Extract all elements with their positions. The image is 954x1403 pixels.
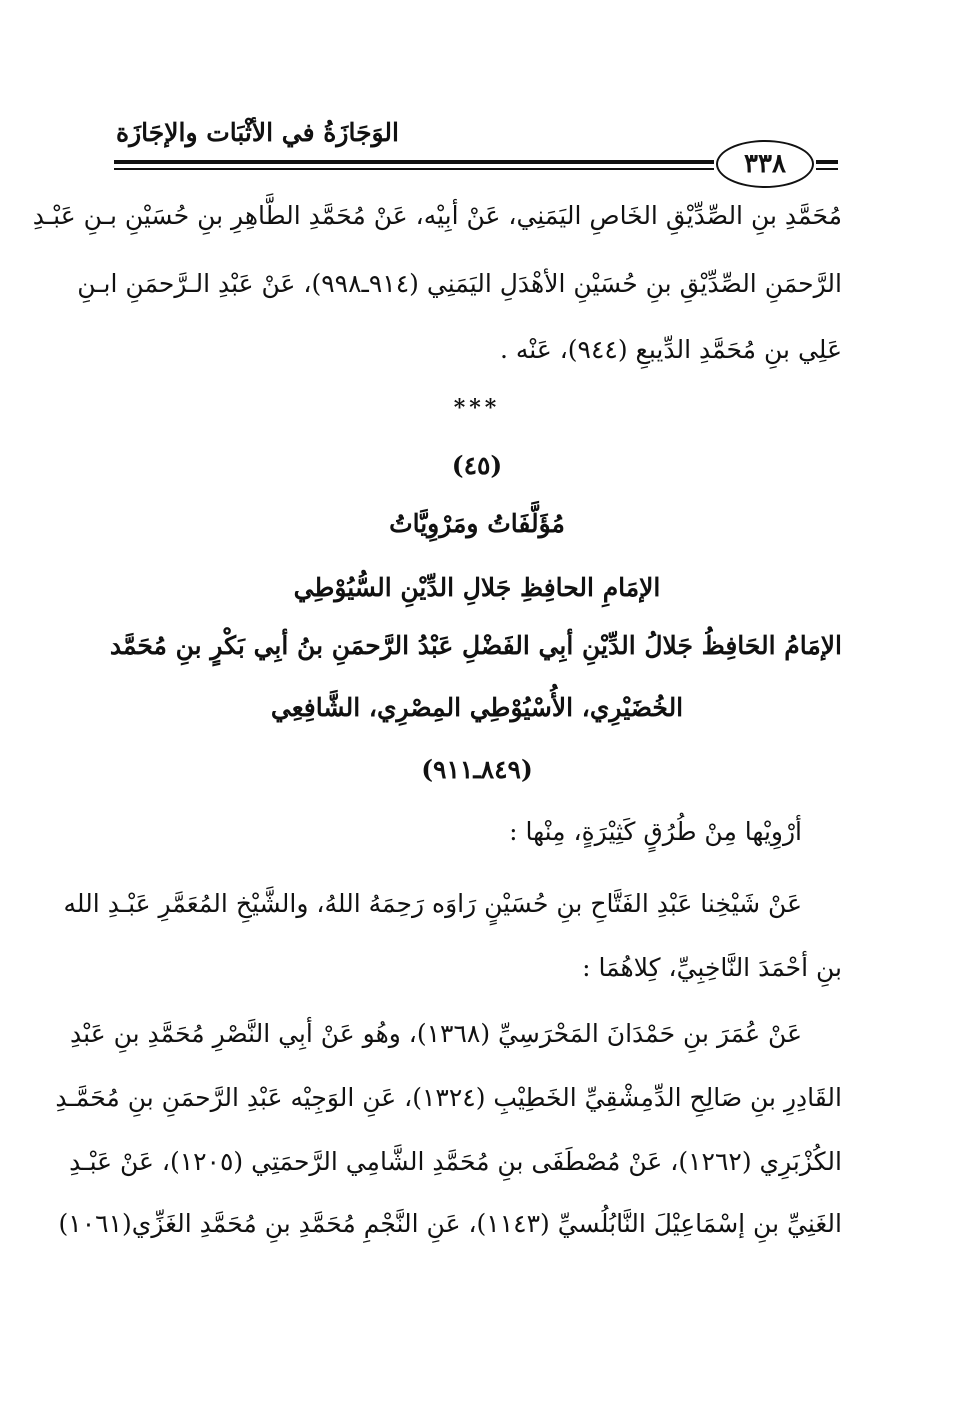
- running-title: الوَجَازَةُ في الأثْبَات والإجَازَة: [116, 118, 399, 147]
- header-rule-thin: [114, 168, 714, 170]
- intro-line: أرْوِيْها مِنْ طُرُقٍ كَثِيْرَةٍ، مِنْها :: [509, 817, 802, 846]
- text-line: عَنْ شَيْخِنا عَبْدِ الفَتَّاحِ بنِ حُسَيْنٍ رَاوَه رَحِمَهُ اللهُ، والشَّيْخِ المُعَمَّرِ عَبْـدِ الله: [63, 889, 802, 918]
- section-heading: مُؤَلَّفَاتُ ومَرْوِيَّاتُ: [389, 509, 565, 538]
- text-line: عَنْ عُمَرَ بنِ حَمْدَانَ المَحْرَسِيِّ (١٣٦٨)، وهُو عَنْ أبِي النَّصْرِ مُحَمَّدِ بنِ عَبْدِ: [70, 1019, 802, 1048]
- section-subheading: الإمَامِ الحافِظِ جَلالِ الدِّيْنِ السُّيُوْطِي: [293, 573, 661, 602]
- section-dates: (٨٤٩ـ٩١١): [421, 755, 533, 784]
- section-number: (٤٥): [451, 451, 503, 480]
- text-line: الغَنِيِّ بنِ إسْمَاعِيْلَ النَّابُلُسيِّ (١١٤٣)، عَنِ النَّجْمِ مُحَمَّدِ بنِ مُحَمَّدِ الغَزِّي(١٠٦١): [58, 1209, 842, 1238]
- text-line: القَادِرِ بنِ صَالِحِ الدِّمِشْقِيِّ الخَطِيْبِ (١٣٢٤)، عَنِ الوَجِيْه عَبْدِ الرَّحمَنِ بنِ مُحَمَّـدِ: [55, 1083, 842, 1112]
- text-line: مُحَمَّدِ بنِ الصِّدِّيْقِ الخَاصِ اليَمَنِي، عَنْ أبِيْه، عَنْ مُحَمَّدِ الطَّاهِرِ بنِ حُسَيْنِ بـنِ عَبْـدِ: [32, 201, 842, 230]
- header-rule-stub: [816, 160, 838, 164]
- text-line: بنِ أحْمَدَ النَّاخِبِيِّ، كِلاهُمَا :: [582, 953, 842, 982]
- section-separator: ***: [453, 395, 501, 421]
- header-rule-stub-thin: [816, 168, 838, 170]
- text-line: عَلِي بنِ مُحَمَّدِ الدِّيبعِ (٩٤٤)، عَنْه .: [500, 335, 842, 364]
- text-line: الكُزْبَرِي (١٢٦٢)، عَنْ مُصْطَفَى بنِ مُحَمَّدِ الشَّامِي الرَّحمَتِي (١٢٠٥)، عَنْ عَبْـدِ: [69, 1147, 842, 1176]
- header-rule-thick: [114, 160, 714, 164]
- name-line: الإمَامُ الحَافِظُ جَلالُ الدِّيْنِ أبِي الفَضْلِ عَبْدُ الرَّحمَنِ بنُ أبِي بَكْرٍ بنِ مُحَمَّد: [109, 631, 842, 660]
- page-number: ٣٣٨: [716, 140, 814, 188]
- name-line: الخُضَيْرِي، الأُسْيُوْطِي المِصْرِي، الشَّافِعِي: [270, 693, 684, 722]
- text-line: الرَّحمَنِ الصِّدِّيْقِ بنِ حُسَيْنِ الأهْدَلِ اليَمَنِي (٩١٤ـ٩٩٨)، عَنْ عَبْدِ الـرَّحمَنِ ابـنِ: [77, 269, 842, 298]
